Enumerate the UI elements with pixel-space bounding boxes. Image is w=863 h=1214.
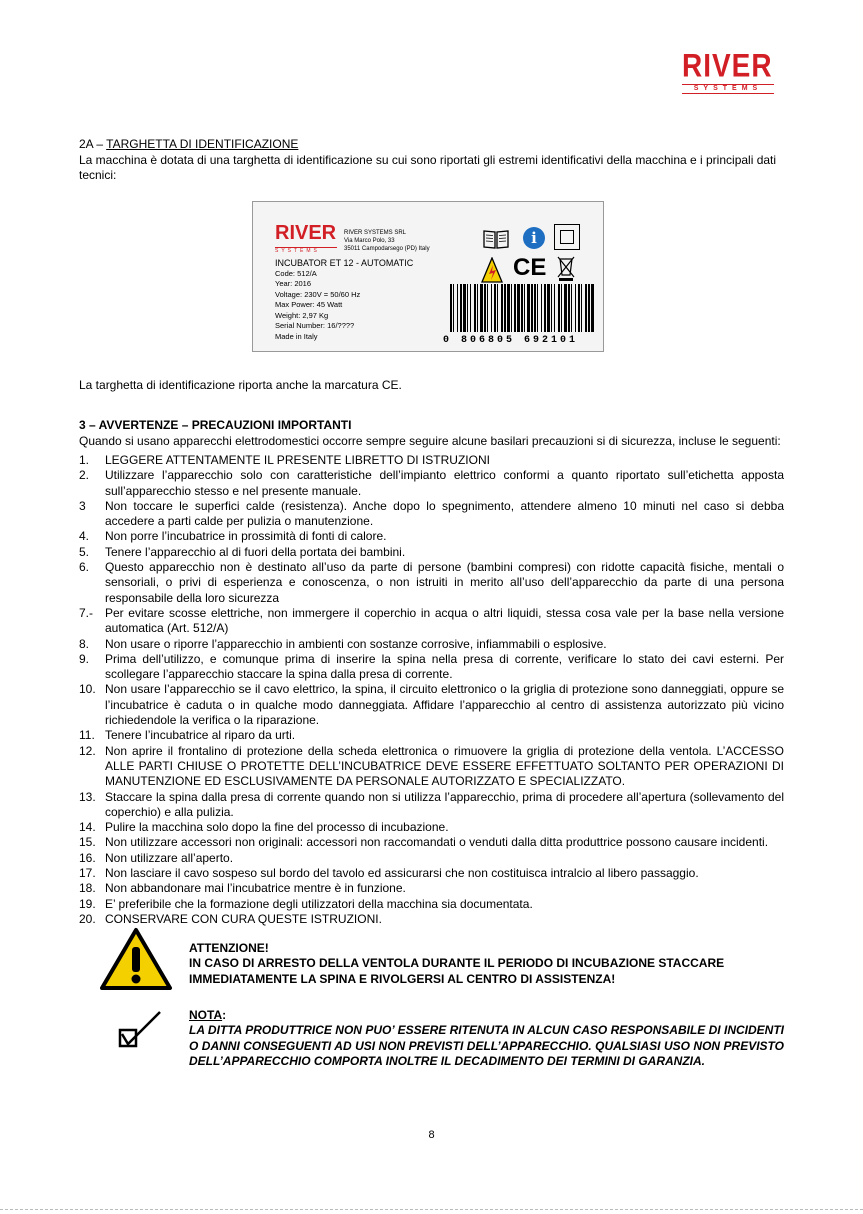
plate-year: Year: 2016 [275, 279, 312, 288]
warning-body: IN CASO DI ARRESTO DELLA VENTOLA DURANTE IL PERIODO DI INCUBAZIONE STACCARE IMMEDIATAMENTE LA SPINA E RIVOLGERSI AL CENTRO DI ASSISTENZA! [189, 956, 725, 986]
list-item-text: Tenere l’apparecchio al di fuori della portata dei bambini. [105, 544, 406, 559]
double-square-icon [554, 224, 580, 250]
section-2a-intro: La macchina è dotata di una targhetta di identificazione su cui sono riportati gli estremi identificativi della macchina e i principali dati tecnici: [79, 153, 777, 183]
ce-mark: CE [513, 254, 547, 281]
plate-street: Via Marco Polo, 33 [344, 238, 395, 244]
warning-block [189, 941, 784, 987]
plate-logo-word: RIVER [275, 222, 337, 244]
list-item [79, 820, 784, 835]
list-item-number: 20. [79, 911, 96, 926]
note-block [189, 1008, 784, 1069]
list-item [79, 744, 784, 790]
plate-voltage: Voltage: 230V = 50/60 Hz [275, 289, 361, 299]
list-item-text: LEGGERE ATTENTAMENTE IL PRESENTE LIBRETTO DI ISTRUZIONI [105, 453, 490, 467]
plate-address [344, 229, 430, 253]
list-item-text: Per evitare scosse elettriche, non immergere il coperchio in acqua o altri liquidi, stessa cosa vale per la base nella versione automatica (Art. 512/A) [105, 605, 784, 636]
list-item [79, 529, 784, 544]
list-item-text: Non lasciare il cavo sospeso sul bordo del tavolo ed assicurarsi che non costituisca intralcio al libero passaggio. [105, 866, 699, 881]
list-item [79, 545, 784, 560]
note-title: NOTA [189, 1008, 223, 1022]
list-item [79, 560, 784, 606]
list-item-number: 4. [79, 529, 90, 544]
note-colon: : [222, 1008, 227, 1022]
list-item-number: 9. [79, 651, 90, 666]
list-item-text: Staccare la spina dalla presa di corrente quando non si utilizza l’apparecchio, prima di procedere all’apertura (sollevamento del coperchio) e alla pulizia. [105, 789, 784, 819]
list-item [79, 897, 784, 912]
list-item-number: 5. [79, 544, 90, 559]
list-item [79, 606, 784, 637]
list-item-number: 18. [79, 881, 96, 896]
plate-power: Max Power: 45 Watt [275, 300, 343, 309]
plate-serial: Serial Number: 16/???? [275, 321, 355, 330]
list-item-text: Questo apparecchio non è destinato all’uso da parte di persone (bambini compresi) con ridotte capacità fisiche, mentali o sensoriali, o privi di esperienza e conoscenza, o non istruiti in merito all’uso dell’apparecchio da parte di una persona responsabile della loro sicurezza [105, 560, 784, 605]
list-item-text: Non abbandonare mai l’incubatrice mentre è in funzione. [105, 881, 406, 896]
barcode-number: 0 806805 692101 [443, 335, 579, 346]
list-item-number: 10. [79, 682, 96, 697]
list-item [79, 499, 784, 530]
warning-triangle-icon [99, 927, 173, 991]
plate-city: 35011 Campodarsego (PD) Italy [344, 246, 430, 252]
list-item-number: 11. [79, 728, 95, 743]
warning-title: ATTENZIONE! [189, 941, 269, 955]
plate-weight: Weight: 2,97 Kg [275, 310, 329, 320]
list-item-number: 13. [79, 789, 96, 804]
ce-note: La targhetta di identificazione riporta anche la marcatura CE. [79, 378, 402, 392]
list-item-number: 12. [79, 743, 96, 758]
list-item-text: Utilizzare l’apparecchio solo con caratteristiche dell’impianto elettrico conformi a quanto riportato sull’etichetta apposta sull’apparecchio stesso e nel presente manuale. [105, 468, 784, 498]
list-item [79, 835, 784, 850]
page-number: 8 [428, 1129, 435, 1141]
plate-details [275, 258, 413, 342]
list-item-text: Non utilizzare all’aperto. [105, 850, 234, 865]
list-item-text: Non porre l’incubatrice in prossimità di fonti di calore. [105, 529, 387, 544]
list-item-number: 15. [79, 835, 96, 850]
list-item-text: Non aprire il frontalino di protezione della scheda elettronica o rimuovere la griglia di protezione della ventola. L’ACCESSO ALLE PARTI CHIUSE O PROTETTE DELL’INCUBATRICE DEVE ESSERE EFFETTUATO SOLTANTO PER OPERAZIONI DI MANUTENZIONE ED ESCLUSIVAMENTE DA PERSONALE AUTORIZZATO E SPECIALIZZATO. [105, 743, 784, 789]
crossed-bin-icon [555, 254, 577, 282]
identification-plate [252, 201, 604, 352]
plate-code: Code: 512/A [275, 268, 317, 278]
note-heading [189, 1008, 784, 1023]
list-item-number: 16. [79, 850, 96, 865]
electric-hazard-icon [481, 257, 503, 283]
list-item-text: Non toccare le superfici calde (resistenza). Anche dopo lo spegnimento, attendere almeno 10 minuti nel caso si debba accedere a parti calde per pulizia o manutenzione. [105, 498, 784, 529]
section-2a-title: TARGHETTA DI IDENTIFICAZIONE [106, 137, 299, 151]
section-3-intro: Quando si usano apparecchi elettrodomestici occorre sempre seguire alcune basilari precauzioni si di sicurezza, incluse le seguenti: [79, 434, 781, 448]
list-item-number: 14. [79, 820, 96, 835]
list-item [79, 652, 784, 683]
list-item-text: Pulire la macchina solo dopo la fine del processo di incubazione. [105, 820, 449, 835]
list-item-number: 2. [79, 468, 90, 483]
list-item-text: Non usare o riporre l’apparecchio in ambienti con sostanze corrosive, infiammabili o esplosive. [105, 636, 607, 651]
list-item [79, 851, 784, 866]
list-item-number: 19. [79, 896, 96, 911]
plate-made-in: Made in Italy [275, 331, 318, 341]
list-item [79, 453, 784, 468]
list-item [79, 866, 784, 881]
plate-model: INCUBATOR ET 12 - AUTOMATIC [275, 258, 414, 268]
plate-company: RIVER SYSTEMS SRL [344, 230, 407, 236]
list-item-number: 8. [79, 636, 90, 651]
list-item [79, 682, 784, 728]
logo-subtitle: SYSTEMS [682, 84, 774, 94]
brand-logo [682, 47, 774, 94]
checkmark-box-icon [118, 1010, 162, 1050]
list-item-number: 1. [79, 453, 90, 467]
list-item [79, 912, 784, 927]
list-item-text: E’ preferibile che la formazione degli utilizzatori della macchina sia documentata. [105, 896, 533, 911]
book-icon [483, 229, 509, 249]
precautions-list [79, 453, 784, 927]
list-item-number: 17. [79, 866, 96, 881]
list-item [79, 728, 784, 743]
section-3-title: 3 – AVVERTENZE – PRECAUZIONI IMPORTANTI [79, 418, 352, 432]
list-item-text: Non usare l’apparecchio se il cavo elettrico, la spina, il circuito elettronico o la griglia di protezione sono danneggiati, oppure se l’incubatrice è caduta o in qualche modo danneggiata. Affidare l’apparecchio al centro di assistenza autorizzato più vicino richiedendole la verifica o la riparazione. [105, 682, 784, 728]
list-item-number: 3 [79, 498, 86, 513]
list-item [79, 468, 784, 499]
bottom-rule [0, 1209, 863, 1210]
section-2a-prefix: 2A – [79, 137, 107, 151]
info-icon: i [523, 227, 545, 249]
list-item [79, 790, 784, 821]
plate-logo-subtitle: SYSTEMS [275, 247, 337, 254]
list-item [79, 637, 784, 652]
list-item-number: 7.- [79, 605, 94, 620]
list-item-text: Prima dell’utilizzo, e comunque prima di inserire la spina nella presa di corrente, verificare lo stato dei cavi esterni. Per scollegare l’apparecchio staccare la spina dalla presa di corrente. [105, 651, 784, 682]
list-item-text: Non utilizzare accessori non originali: accessori non raccomandati o venduti dalla ditta produttrice possono causare incidenti. [105, 835, 769, 850]
logo-word: RIVER [682, 47, 773, 84]
list-item [79, 881, 784, 896]
note-body: LA DITTA PRODUTTRICE NON PUO’ ESSERE RITENUTA IN ALCUN CASO RESPONSABILE DI INCIDENTI O DANNI CONSEGUENTI AD USI NON PREVISTI DELL’APPARECCHIO. QUALSIASI USO NON PREVISTO DELL’APPARECCHIO COMPORTA INOLTRE IL DECADIMENTO DEI TERMINI DI GARANZIA. [189, 1023, 784, 1068]
list-item-text: Tenere l’incubatrice al riparo da urti. [105, 728, 296, 743]
barcode-icon [446, 284, 596, 339]
section-2a-heading [79, 137, 784, 152]
list-item-number: 6. [79, 560, 90, 575]
list-item-text: CONSERVARE CON CURA QUESTE ISTRUZIONI. [105, 911, 382, 926]
